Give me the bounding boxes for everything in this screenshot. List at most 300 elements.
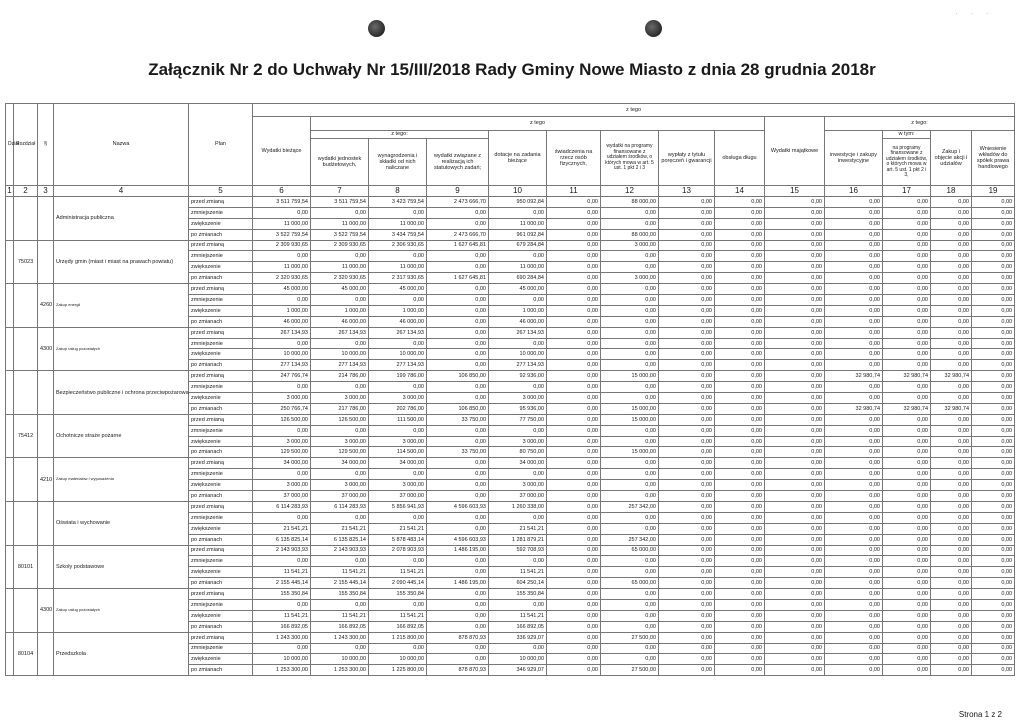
amount-cell: 0,00 [547,501,601,512]
amount-cell: 3 000,00 [601,273,659,284]
amount-cell: 0,00 [972,371,1015,382]
amount-cell: 0,00 [825,251,883,262]
amount-cell: 3 000,00 [253,480,311,491]
amount-cell: 0,00 [427,360,489,371]
amount-cell: 129 500,00 [311,447,369,458]
amount-cell: 0,00 [659,251,715,262]
amount-cell: 0,00 [765,480,825,491]
amount-cell: 0,00 [659,403,715,414]
amount-cell: 0,00 [883,305,931,316]
amount-cell: 32 980,74 [883,371,931,382]
amount-cell: 32 980,74 [931,371,972,382]
row-kind-label: zmniejszenie [189,251,253,262]
amount-cell: 0,00 [883,273,931,284]
row-kind-label: zwiększenie [189,218,253,229]
amount-cell: 0,00 [601,491,659,502]
amount-cell: 0,00 [765,349,825,360]
amount-cell: 0,00 [715,567,765,578]
amount-cell: 0,00 [547,305,601,316]
header-inw-programy: na programy finansowane z udziałem środków, o których mowa w art. 5 ust. 1 pkt 2 i 3, [883,139,931,186]
column-number: 2 [14,186,38,197]
amount-cell: 0,00 [601,654,659,665]
amount-cell: 0,00 [825,218,883,229]
amount-cell: 0,00 [972,469,1015,480]
amount-cell: 2 090 445,14 [369,578,427,589]
amount-cell: 0,00 [825,567,883,578]
amount-cell: 0,00 [547,556,601,567]
amount-cell: 0,00 [547,371,601,382]
row-kind-label: zmniejszenie [189,512,253,523]
amount-cell: 0,00 [253,338,311,349]
amount-cell: 0,00 [765,371,825,382]
amount-cell: 0,00 [931,197,972,208]
amount-cell: 3 000,00 [253,436,311,447]
amount-cell: 0,00 [715,240,765,251]
amount-cell: 0,00 [972,229,1015,240]
amount-cell: 0,00 [311,338,369,349]
column-number: 13 [659,186,715,197]
amount-cell: 34 000,00 [489,458,547,469]
table-row [6,545,1015,556]
column-number: 12 [601,186,659,197]
amount-cell: 0,00 [765,403,825,414]
amount-cell: 0,00 [659,469,715,480]
amount-cell: 2 317 930,65 [369,273,427,284]
amount-cell: 0,00 [547,654,601,665]
amount-cell: 0,00 [825,338,883,349]
amount-cell: 3 522 759,54 [253,229,311,240]
amount-cell: 0,00 [601,523,659,534]
amount-cell: 0,00 [601,360,659,371]
amount-cell: 0,00 [883,512,931,523]
amount-cell: 0,00 [715,469,765,480]
amount-cell: 277 134,93 [369,360,427,371]
header-paragraf: § [38,104,54,186]
amount-cell: 1 260 338,00 [489,501,547,512]
table-row [6,501,1015,512]
amount-cell: 4 596 603,93 [427,534,489,545]
page-number: Strona 1 z 2 [958,710,1002,719]
amount-cell: 0,00 [883,556,931,567]
amount-cell: 0,00 [883,480,931,491]
amount-cell: 0,00 [931,545,972,556]
column-number: 3 [38,186,54,197]
amount-cell: 0,00 [883,501,931,512]
amount-cell: 0,00 [547,316,601,327]
row-kind-label: przed zmianą [189,240,253,251]
column-number: 17 [883,186,931,197]
amount-cell: 0,00 [972,197,1015,208]
amount-cell: 0,00 [659,567,715,578]
amount-cell: 0,00 [715,273,765,284]
row-kind-label: przed zmianą [189,545,253,556]
amount-cell: 0,00 [489,382,547,393]
header-wydatki-majatkowe: Wydatki majątkowe [765,117,825,186]
amount-cell: 0,00 [547,534,601,545]
amount-cell: 0,00 [931,567,972,578]
amount-cell: 0,00 [972,480,1015,491]
header-plan: Plan [189,104,253,186]
amount-cell: 0,00 [931,207,972,218]
amount-cell: 0,00 [931,599,972,610]
amount-cell: 0,00 [253,295,311,306]
row-kind-label: zmniejszenie [189,338,253,349]
amount-cell: 257 342,00 [601,501,659,512]
header-programy: wydatki na programy finansowane z udziałem środków, o których mowa w art. 5 ust. 1 pkt 2 i 3 [601,131,659,186]
rozdzial-cell [14,501,38,545]
amount-cell: 0,00 [715,229,765,240]
amount-cell: 0,00 [972,665,1015,676]
row-kind-label: zmniejszenie [189,556,253,567]
amount-cell: 11 000,00 [369,218,427,229]
amount-cell: 11 541,21 [253,567,311,578]
amount-cell: 0,00 [883,589,931,600]
amount-cell: 129 500,00 [253,447,311,458]
amount-cell: 0,00 [972,578,1015,589]
amount-cell: 32 980,74 [825,371,883,382]
amount-cell: 10 000,00 [369,349,427,360]
amount-cell: 0,00 [972,534,1015,545]
amount-cell: 0,00 [369,338,427,349]
amount-cell: 0,00 [601,262,659,273]
amount-cell: 0,00 [601,382,659,393]
amount-cell: 0,00 [659,197,715,208]
name-cell: Urzędy gmin (miast i miast na prawach powiatu) [54,240,189,284]
amount-cell: 0,00 [547,251,601,262]
amount-cell: 0,00 [659,491,715,502]
amount-cell: 0,00 [427,512,489,523]
amount-cell: 0,00 [825,295,883,306]
amount-cell: 34 000,00 [369,458,427,469]
amount-cell: 0,00 [825,512,883,523]
amount-cell: 0,00 [659,207,715,218]
amount-cell: 0,00 [715,382,765,393]
amount-cell: 0,00 [369,382,427,393]
dzial-cell [6,632,14,676]
row-kind-label: zmniejszenie [189,599,253,610]
amount-cell: 0,00 [601,425,659,436]
amount-cell: 0,00 [311,295,369,306]
amount-cell: 3 511 759,54 [253,197,311,208]
header-wydatki-zwiazane: wydatki związane z realizacją ich statutowych zadań; [427,139,489,186]
amount-cell: 45 000,00 [253,284,311,295]
amount-cell: 0,00 [311,512,369,523]
amount-cell: 0,00 [601,512,659,523]
amount-cell: 10 000,00 [311,349,369,360]
rozdzial-cell: 75412 [14,414,38,458]
amount-cell: 0,00 [883,295,931,306]
amount-cell: 11 000,00 [253,262,311,273]
amount-cell: 0,00 [765,469,825,480]
amount-cell: 0,00 [659,654,715,665]
rozdzial-cell [14,458,38,502]
amount-cell: 11 541,21 [311,567,369,578]
amount-cell: 0,00 [659,610,715,621]
amount-cell: 0,00 [369,512,427,523]
paragraf-cell [38,371,54,415]
amount-cell: 0,00 [883,338,931,349]
amount-cell: 0,00 [659,327,715,338]
amount-cell: 0,00 [311,643,369,654]
amount-cell: 0,00 [659,501,715,512]
amount-cell: 10 000,00 [311,654,369,665]
amount-cell: 11 000,00 [369,262,427,273]
amount-cell: 0,00 [883,414,931,425]
amount-cell: 0,00 [883,218,931,229]
amount-cell: 11 000,00 [311,218,369,229]
row-kind-label: zwiększenie [189,654,253,665]
amount-cell: 0,00 [972,599,1015,610]
paragraf-cell [38,240,54,284]
amount-cell: 37 000,00 [311,491,369,502]
amount-cell: 0,00 [547,447,601,458]
amount-cell: 0,00 [715,523,765,534]
paragraf-cell [38,414,54,458]
amount-cell: 0,00 [825,284,883,295]
amount-cell: 961 092,84 [489,229,547,240]
amount-cell: 0,00 [489,207,547,218]
amount-cell: 0,00 [547,610,601,621]
header-wydatki-jednostek: wydatki jednostek budżetowych, [311,139,369,186]
column-number: 10 [489,186,547,197]
amount-cell: 0,00 [972,207,1015,218]
amount-cell: 0,00 [883,447,931,458]
amount-cell: 0,00 [883,284,931,295]
amount-cell: 0,00 [601,316,659,327]
amount-cell: 1 000,00 [253,305,311,316]
table-row [6,458,1015,469]
amount-cell: 5 856 941,93 [369,501,427,512]
amount-cell: 3 000,00 [311,393,369,404]
amount-cell: 0,00 [825,262,883,273]
amount-cell: 3 000,00 [601,240,659,251]
paragraf-cell [38,197,54,241]
amount-cell: 0,00 [547,589,601,600]
dzial-cell [6,414,14,458]
amount-cell: 0,00 [931,382,972,393]
amount-cell: 0,00 [311,556,369,567]
amount-cell: 0,00 [825,436,883,447]
amount-cell: 0,00 [765,556,825,567]
amount-cell: 0,00 [715,262,765,273]
amount-cell: 0,00 [931,425,972,436]
header-wniesienie: Wniesienie wkładów do spółek prawa handlowego [972,131,1015,186]
amount-cell: 0,00 [825,273,883,284]
amount-cell: 0,00 [489,643,547,654]
amount-cell: 0,00 [659,229,715,240]
amount-cell: 0,00 [931,556,972,567]
amount-cell: 0,00 [931,480,972,491]
amount-cell: 1 627 645,81 [427,240,489,251]
amount-cell: 0,00 [825,654,883,665]
amount-cell: 0,00 [601,599,659,610]
amount-cell: 0,00 [715,305,765,316]
amount-cell: 0,00 [825,349,883,360]
rozdzial-cell [14,589,38,633]
amount-cell: 3 511 759,54 [311,197,369,208]
amount-cell: 0,00 [883,632,931,643]
amount-cell: 0,00 [715,458,765,469]
amount-cell: 0,00 [765,501,825,512]
amount-cell: 0,00 [715,447,765,458]
amount-cell: 0,00 [765,207,825,218]
column-number: 19 [972,186,1015,197]
paragraf-cell [38,501,54,545]
amount-cell: 0,00 [825,545,883,556]
amount-cell: 0,00 [427,599,489,610]
amount-cell: 10 000,00 [489,349,547,360]
amount-cell: 0,00 [931,654,972,665]
amount-cell: 0,00 [825,327,883,338]
amount-cell: 0,00 [883,610,931,621]
row-kind-label: zwiększenie [189,523,253,534]
amount-cell: 0,00 [659,349,715,360]
amount-cell: 21 541,21 [369,523,427,534]
amount-cell: 21 541,21 [311,523,369,534]
amount-cell: 65 000,00 [601,545,659,556]
amount-cell: 0,00 [883,229,931,240]
amount-cell: 0,00 [972,403,1015,414]
amount-cell: 106 850,00 [427,371,489,382]
amount-cell: 45 000,00 [489,284,547,295]
amount-cell: 0,00 [547,491,601,502]
amount-cell: 2 155 445,14 [311,578,369,589]
amount-cell: 0,00 [369,556,427,567]
amount-cell: 0,00 [883,491,931,502]
amount-cell: 0,00 [369,643,427,654]
amount-cell: 11 541,21 [489,610,547,621]
amount-cell: 0,00 [765,534,825,545]
amount-cell: 11 541,21 [311,610,369,621]
amount-cell: 0,00 [972,491,1015,502]
name-cell: Szkoły podstawowe [54,545,189,589]
amount-cell: 2 155 445,14 [253,578,311,589]
amount-cell: 0,00 [427,425,489,436]
dzial-cell [6,284,14,328]
amount-cell: 0,00 [253,251,311,262]
rozdzial-cell: 75023 [14,240,38,284]
amount-cell: 0,00 [427,567,489,578]
amount-cell: 0,00 [931,393,972,404]
table-row [6,327,1015,338]
amount-cell: 336 929,07 [489,632,547,643]
amount-cell: 0,00 [311,382,369,393]
paragraf-cell: 4210 [38,458,54,502]
amount-cell: 0,00 [883,654,931,665]
amount-cell: 1 627 645,81 [427,273,489,284]
amount-cell: 0,00 [715,501,765,512]
row-kind-label: zwiększenie [189,567,253,578]
row-kind-label: przed zmianą [189,632,253,643]
amount-cell: 0,00 [883,349,931,360]
amount-cell: 0,00 [825,621,883,632]
amount-cell: 0,00 [715,534,765,545]
amount-cell: 0,00 [547,360,601,371]
amount-cell: 155 350,84 [253,589,311,600]
amount-cell: 11 000,00 [253,218,311,229]
amount-cell: 1 253 300,00 [253,665,311,676]
amount-cell: 155 350,84 [369,589,427,600]
amount-cell: 267 134,93 [489,327,547,338]
column-number: 15 [765,186,825,197]
amount-cell: 0,00 [825,447,883,458]
amount-cell: 0,00 [659,545,715,556]
amount-cell: 0,00 [972,425,1015,436]
amount-cell: 2 320 930,65 [253,273,311,284]
amount-cell: 1 486 195,00 [427,578,489,589]
row-kind-label: zwiększenie [189,349,253,360]
amount-cell: 0,00 [427,654,489,665]
amount-cell: 0,00 [547,643,601,654]
amount-cell: 0,00 [547,295,601,306]
amount-cell: 0,00 [765,654,825,665]
amount-cell: 0,00 [547,425,601,436]
amount-cell: 0,00 [489,556,547,567]
amount-cell: 0,00 [715,578,765,589]
amount-cell: 277 134,93 [253,360,311,371]
name-cell: Oświata i wychowanie [54,501,189,545]
row-kind-label: zmniejszenie [189,643,253,654]
dzial-cell [6,545,14,589]
amount-cell: 0,00 [825,643,883,654]
row-kind-label: przed zmianą [189,414,253,425]
amount-cell: 0,00 [883,436,931,447]
amount-cell: 92 936,00 [489,371,547,382]
amount-cell: 0,00 [601,251,659,262]
amount-cell: 0,00 [547,665,601,676]
amount-cell: 0,00 [601,393,659,404]
amount-cell: 1 000,00 [369,305,427,316]
amount-cell: 37 000,00 [489,491,547,502]
row-kind-label: po zmianach [189,360,253,371]
amount-cell: 0,00 [972,610,1015,621]
amount-cell: 0,00 [427,349,489,360]
amount-cell: 0,00 [601,556,659,567]
amount-cell: 0,00 [765,589,825,600]
amount-cell: 46 000,00 [253,316,311,327]
table-row [6,284,1015,295]
amount-cell: 346 929,07 [489,665,547,676]
amount-cell: 0,00 [972,458,1015,469]
amount-cell: 0,00 [427,284,489,295]
amount-cell: 0,00 [311,425,369,436]
amount-cell: 95 936,00 [489,403,547,414]
amount-cell: 0,00 [931,218,972,229]
amount-cell: 33 750,00 [427,414,489,425]
amount-cell: 0,00 [883,469,931,480]
amount-cell: 11 541,21 [253,610,311,621]
amount-cell: 0,00 [931,589,972,600]
table-header [6,104,1015,197]
amount-cell: 88 000,00 [601,197,659,208]
table-row [6,632,1015,643]
amount-cell: 0,00 [311,469,369,480]
amount-cell: 1 253 300,00 [311,665,369,676]
amount-cell: 0,00 [972,327,1015,338]
amount-cell: 6 114 283,93 [253,501,311,512]
amount-cell: 0,00 [659,578,715,589]
amount-cell: 15 000,00 [601,371,659,382]
amount-cell: 106 850,00 [427,403,489,414]
row-kind-label: przed zmianą [189,371,253,382]
amount-cell: 0,00 [253,207,311,218]
amount-cell: 0,00 [883,458,931,469]
amount-cell: 0,00 [427,251,489,262]
name-cell: Administracja publiczna [54,197,189,241]
amount-cell: 0,00 [972,262,1015,273]
amount-cell: 0,00 [659,371,715,382]
amount-cell: 0,00 [715,360,765,371]
